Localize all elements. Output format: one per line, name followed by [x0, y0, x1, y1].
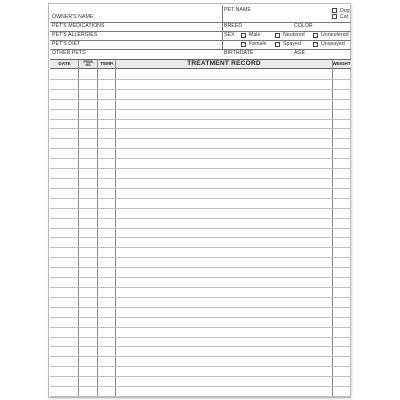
table-row[interactable] — [50, 376, 351, 377]
table-row[interactable] — [50, 366, 351, 367]
table-row[interactable] — [50, 277, 351, 278]
table-row[interactable] — [50, 119, 351, 120]
table-row[interactable] — [50, 109, 351, 110]
dog-checkbox[interactable] — [332, 8, 337, 13]
table-row[interactable] — [50, 198, 351, 199]
cat-checkbox[interactable] — [332, 14, 337, 19]
table-row[interactable] — [50, 327, 351, 328]
unspayed-checkbox[interactable] — [313, 42, 318, 47]
birthdate-label: BIRTHDATE — [224, 50, 254, 56]
female-label: Female — [249, 41, 267, 47]
other-pets-label: OTHER PETS — [52, 50, 86, 56]
column-treatment-record: TREATMENT RECORD — [187, 59, 261, 67]
table-row[interactable] — [50, 337, 351, 338]
table-row[interactable] — [50, 128, 351, 129]
table-row[interactable] — [50, 178, 351, 179]
table-row[interactable] — [50, 287, 351, 288]
unspayed-label: Unspayed — [321, 41, 345, 47]
divider — [50, 49, 351, 50]
table-row[interactable] — [50, 148, 351, 149]
pet-name-label: PET NAME — [224, 7, 251, 13]
male-checkbox[interactable] — [241, 33, 246, 38]
cat-label: Cat — [340, 13, 349, 20]
table-row[interactable] — [50, 267, 351, 268]
table-row[interactable] — [50, 99, 351, 100]
column-temp: TEMP. — [100, 60, 114, 66]
treatment-rows — [50, 69, 351, 397]
column-prob-no: PROB. NO. — [83, 59, 94, 67]
divider — [50, 40, 351, 41]
table-row[interactable] — [50, 89, 351, 90]
table-row[interactable] — [50, 307, 351, 308]
table-row[interactable] — [50, 247, 351, 248]
table-row[interactable] — [50, 346, 351, 347]
unneutered-label: Unneutered — [321, 32, 349, 38]
column-weight: WEIGHT — [332, 60, 351, 66]
table-row[interactable] — [50, 356, 351, 357]
medications-label: PET'S MEDICATIONS — [52, 23, 105, 29]
header-divider — [222, 5, 223, 49]
allergies-label: PET'S ALLERGIES — [52, 32, 98, 38]
sex-label: SEX — [224, 32, 235, 38]
treatment-record-form — [48, 3, 351, 398]
table-row[interactable] — [50, 138, 351, 139]
table-row[interactable] — [50, 297, 351, 298]
color-label: COLOR — [294, 23, 313, 29]
table-row[interactable] — [50, 317, 351, 318]
table-row[interactable] — [50, 257, 351, 258]
spayed-label: Spayed — [283, 41, 301, 47]
table-row[interactable] — [50, 158, 351, 159]
breed-label: BREED — [224, 23, 243, 29]
table-row[interactable] — [50, 188, 351, 189]
table-row[interactable] — [50, 208, 351, 209]
owner-name-label: OWNER'S NAME — [52, 14, 94, 20]
table-row[interactable] — [50, 218, 351, 219]
female-checkbox[interactable] — [241, 42, 246, 47]
neutered-checkbox[interactable] — [275, 33, 280, 38]
table-row[interactable] — [50, 79, 351, 80]
table-row[interactable] — [50, 396, 351, 397]
table-row[interactable] — [50, 386, 351, 387]
table-header — [50, 59, 351, 69]
diet-label: PET'S DIET — [52, 41, 81, 47]
spayed-checkbox[interactable] — [275, 42, 280, 47]
table-row[interactable] — [50, 237, 351, 238]
table-row[interactable] — [50, 168, 351, 169]
male-label: Male — [249, 32, 261, 38]
unneutered-checkbox[interactable] — [313, 33, 318, 38]
dog-label: Dog — [340, 7, 350, 14]
neutered-label: Neutered — [283, 32, 305, 38]
table-row[interactable] — [50, 228, 351, 229]
age-label: AGE — [294, 50, 306, 56]
column-date: DATE — [58, 60, 71, 66]
